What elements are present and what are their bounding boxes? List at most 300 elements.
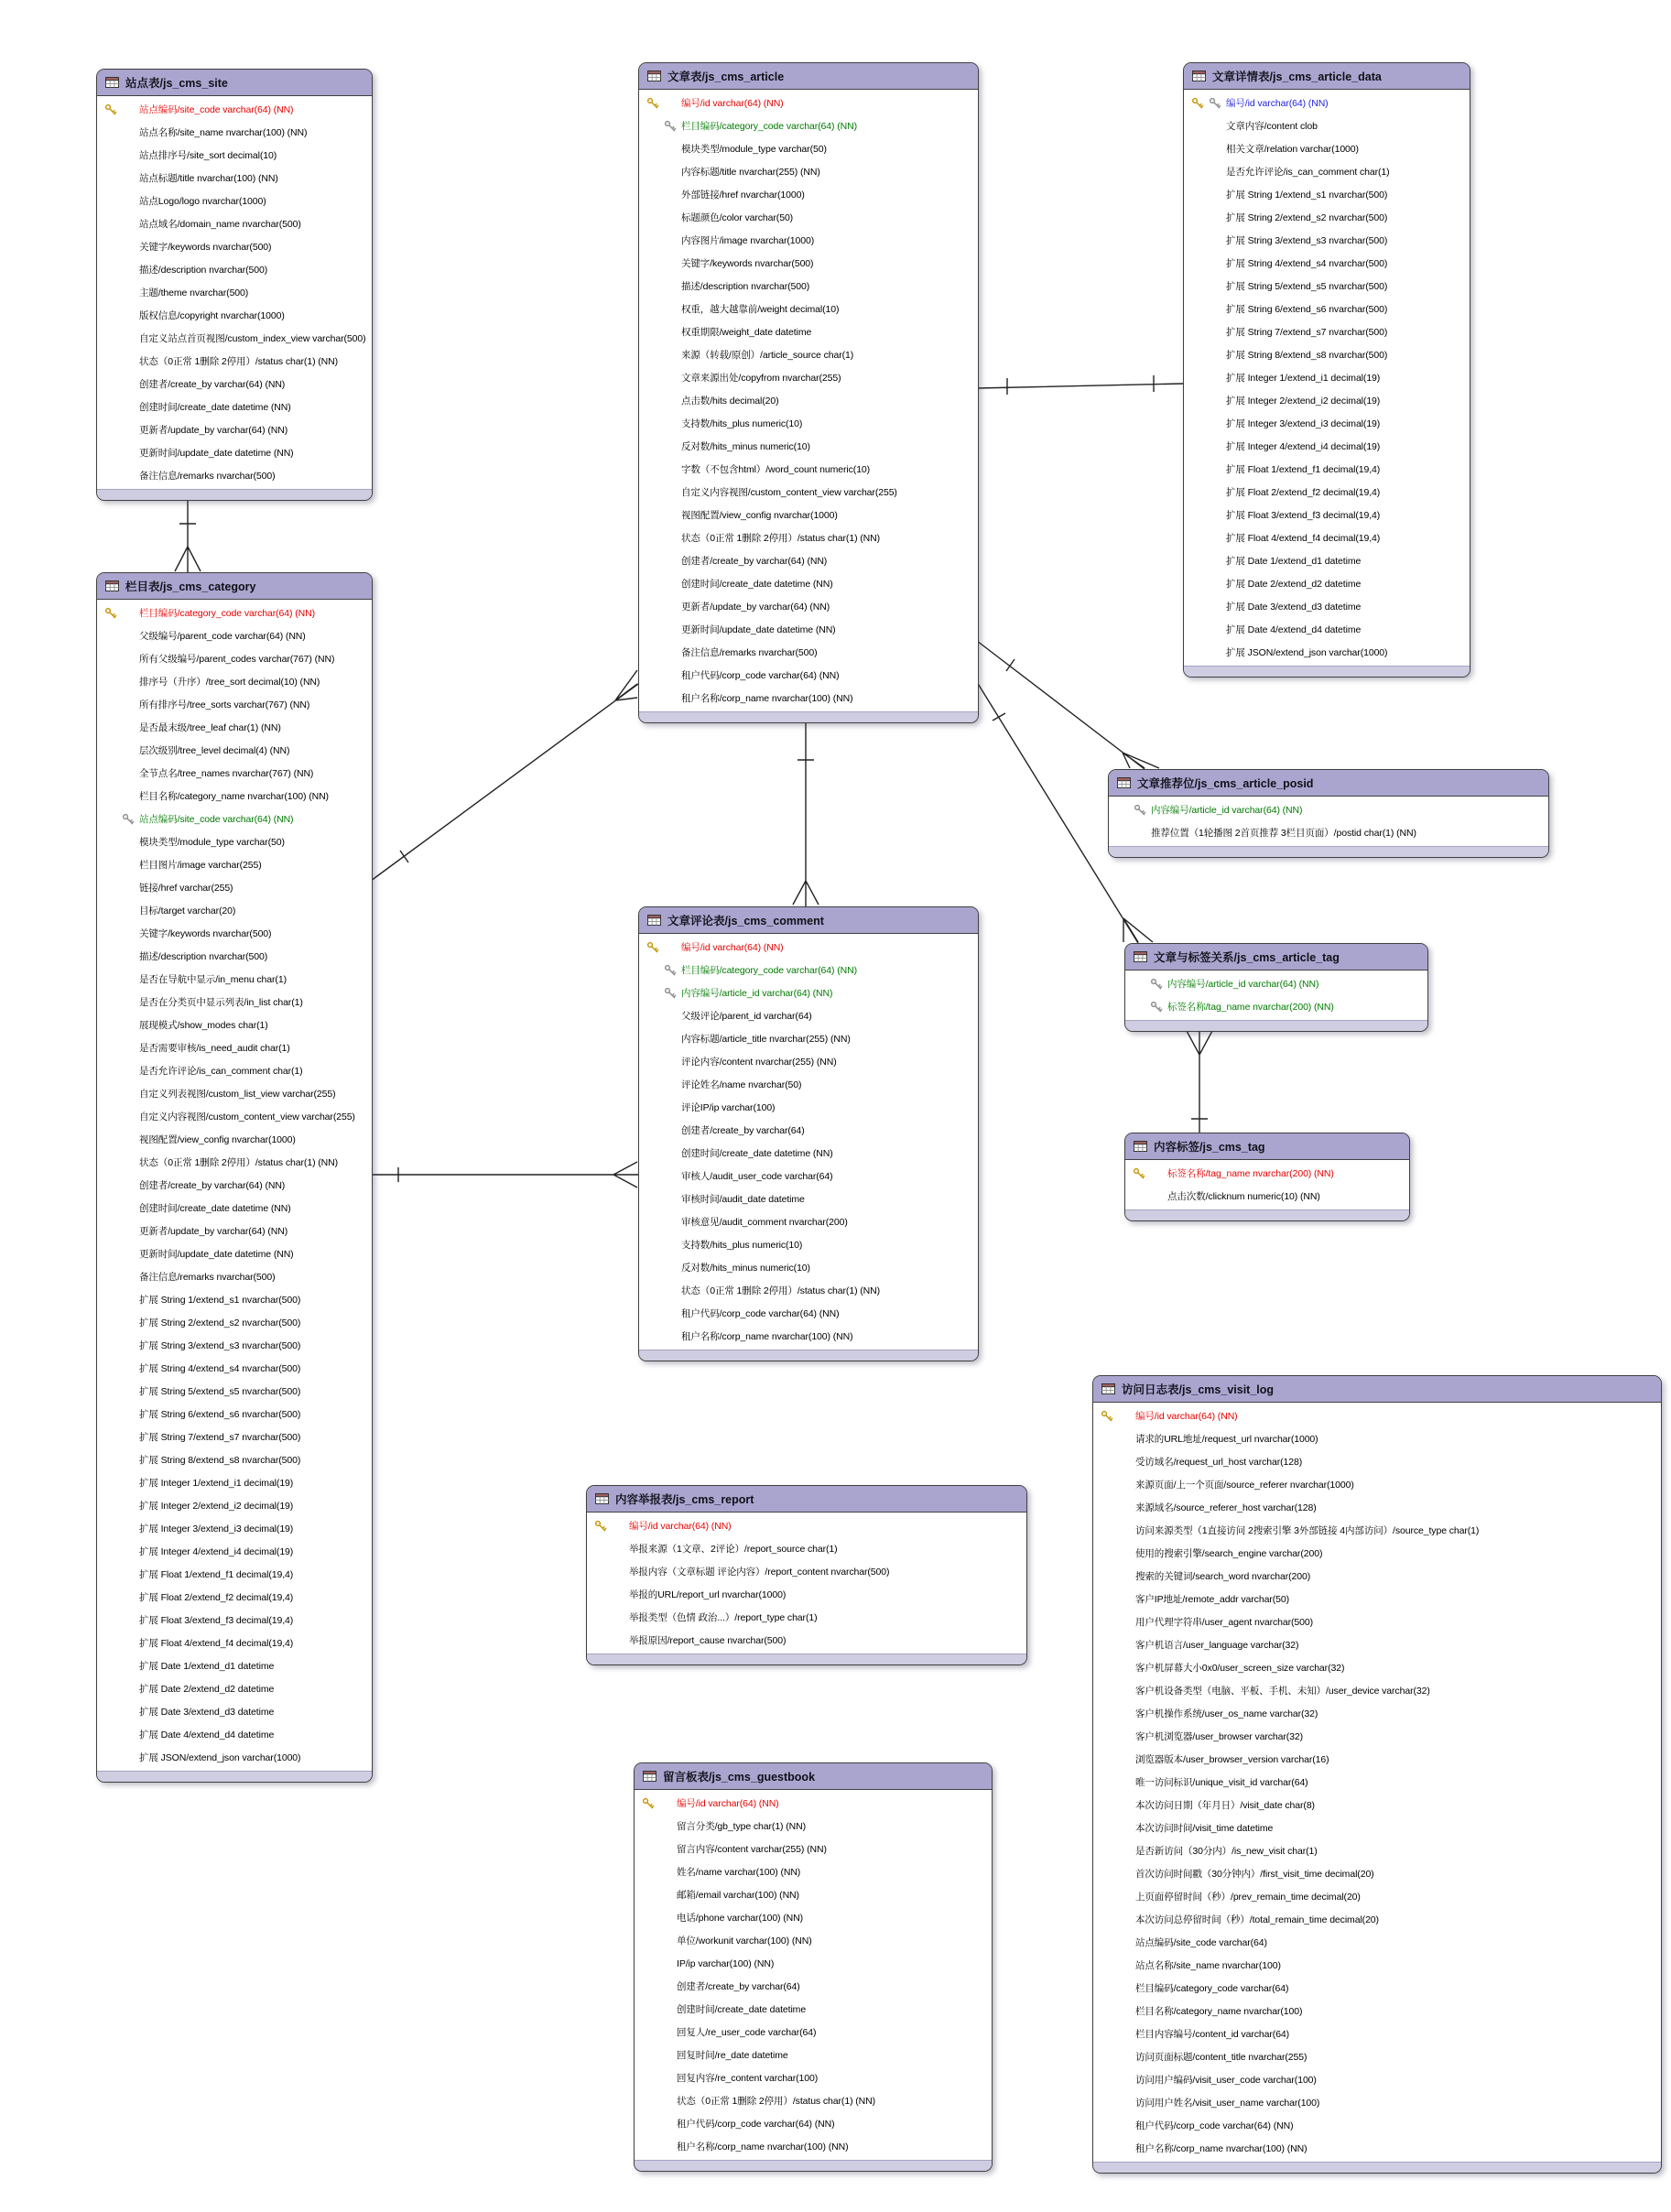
field-row-js_cms_site[interactable] [97,350,372,373]
field-row-js_cms_category[interactable] [97,1242,372,1265]
field-row-js_cms_article_data[interactable] [1184,252,1470,275]
field-label: 扩展 Integer 2/extend_i2 decimal(19) [139,1501,294,1512]
field-row-js_cms_visit_log[interactable] [1093,1885,1661,1908]
table-icon [1134,951,1147,962]
field-row-js_cms_comment[interactable] [639,1302,978,1325]
field-row-js_cms_site[interactable] [97,98,372,121]
field-label: 父级评论/parent_id varchar(64) [681,1011,812,1022]
field-row-js_cms_category[interactable] [97,1128,372,1151]
field-row-js_cms_article[interactable] [639,320,978,343]
field-row-js_cms_category[interactable] [97,991,372,1014]
field-row-js_cms_visit_log[interactable] [1093,2091,1661,2114]
field-label: 来源页面/上一个页面/source_referer nvarchar(1000) [1135,1480,1354,1491]
field-row-js_cms_visit_log[interactable] [1093,1748,1661,1771]
field-label: 标签名称/tag_name nvarchar(200) (NN) [1167,1002,1334,1013]
field-row-js_cms_visit_log[interactable] [1093,1404,1661,1427]
field-row-js_cms_visit_log[interactable] [1093,1450,1661,1473]
field-row-js_cms_visit_log[interactable] [1093,1519,1661,1542]
field-row-js_cms_visit_log[interactable] [1093,2022,1661,2045]
field-row-js_cms_category[interactable] [97,945,372,968]
field-label: 字数（不包含html）/word_count numeric(10) [681,464,871,475]
field-row-js_cms_article[interactable] [639,114,978,137]
field-row-js_cms_category[interactable] [97,1723,372,1746]
field-row-js_cms_article_data[interactable] [1184,229,1470,252]
field-row-js_cms_visit_log[interactable] [1093,2114,1661,2137]
field-row-js_cms_tag[interactable] [1125,1185,1409,1208]
field-row-js_cms_site[interactable] [97,281,372,304]
field-row-js_cms_report[interactable] [587,1629,1026,1652]
field-row-js_cms_category[interactable] [97,853,372,876]
field-row-js_cms_category[interactable] [97,716,372,739]
field-row-js_cms_article_data[interactable] [1184,160,1470,183]
field-row-js_cms_category[interactable] [97,1220,372,1242]
field-row-js_cms_comment[interactable] [639,1142,978,1165]
field-row-js_cms_article[interactable] [639,664,978,687]
field-row-js_cms_article_data[interactable] [1184,183,1470,206]
table-js_cms_report[interactable] [586,1485,1027,1665]
field-row-js_cms_article_posid[interactable] [1109,821,1548,844]
field-label: 扩展 String 8/extend_s8 nvarchar(500) [139,1455,301,1466]
field-row-js_cms_guestbook[interactable] [635,1792,992,1815]
field-row-js_cms_category[interactable] [97,1540,372,1563]
field-row-js_cms_report[interactable] [587,1583,1026,1606]
field-row-js_cms_article_data[interactable] [1184,298,1470,320]
field-row-js_cms_comment[interactable] [639,1279,978,1302]
field-label: 所有父级编号/parent_codes varchar(767) (NN) [139,654,335,665]
primary-key-icon [103,607,119,620]
field-row-js_cms_guestbook[interactable] [635,2044,992,2066]
field-row-js_cms_guestbook[interactable] [635,1838,992,1860]
field-row-js_cms_category[interactable] [97,1380,372,1403]
field-row-js_cms_site[interactable] [97,235,372,258]
table-js_cms_article_posid[interactable] [1108,769,1549,858]
field-row-js_cms_visit_log[interactable] [1093,1427,1661,1450]
field-row-js_cms_category[interactable] [97,1677,372,1700]
table-fields [639,934,978,1350]
field-row-js_cms_article_posid[interactable] [1109,798,1548,821]
table-js_cms_category[interactable] [96,572,373,1783]
field-label: 扩展 Date 3/extend_d3 datetime [139,1707,275,1718]
field-label: 留言内容/content varchar(255) (NN) [677,1844,827,1855]
field-row-js_cms_report[interactable] [587,1606,1026,1629]
field-row-js_cms_comment[interactable] [639,1027,978,1050]
field-row-js_cms_category[interactable] [97,1265,372,1288]
field-row-js_cms_guestbook[interactable] [635,2089,992,2112]
field-row-js_cms_guestbook[interactable] [635,1815,992,1838]
field-label: 姓名/name varchar(100) (NN) [677,1867,801,1878]
field-label: 扩展 Date 4/extend_d4 datetime [139,1729,275,1740]
field-row-js_cms_category[interactable] [97,670,372,693]
table-footer [639,1350,978,1361]
field-row-js_cms_article[interactable] [639,252,978,275]
field-row-js_cms_article[interactable] [639,366,978,389]
field-label: 链接/href varchar(255) [139,883,233,894]
field-row-js_cms_visit_log[interactable] [1093,1656,1661,1679]
field-row-js_cms_category[interactable] [97,1563,372,1586]
field-row-js_cms_visit_log[interactable] [1093,1588,1661,1610]
field-row-js_cms_article_data[interactable] [1184,389,1470,412]
field-row-js_cms_visit_log[interactable] [1093,1862,1661,1885]
field-row-js_cms_category[interactable] [97,739,372,762]
field-row-js_cms_category[interactable] [97,785,372,808]
field-row-js_cms_category[interactable] [97,968,372,991]
field-row-js_cms_article_data[interactable] [1184,618,1470,641]
field-row-js_cms_visit_log[interactable] [1093,1977,1661,2000]
field-row-js_cms_visit_log[interactable] [1093,2137,1661,2160]
field-row-js_cms_site[interactable] [97,121,372,144]
field-row-js_cms_comment[interactable] [639,936,978,959]
field-row-js_cms_article_data[interactable] [1184,114,1470,137]
field-row-js_cms_report[interactable] [587,1514,1026,1537]
table-header-js_cms_article_posid[interactable] [1109,770,1548,797]
field-label: 扩展 Float 3/extend_f3 decimal(19,4) [1226,510,1381,521]
field-row-js_cms_report[interactable] [587,1560,1026,1583]
field-row-js_cms_article[interactable] [639,504,978,526]
field-label: 访问用户姓名/visit_user_name varchar(100) [1135,2098,1320,2109]
field-row-js_cms_comment[interactable] [639,1050,978,1073]
field-label: 是否新访问（30分内）/is_new_visit char(1) [1135,1846,1318,1857]
field-row-js_cms_category[interactable] [97,1471,372,1494]
field-row-js_cms_category[interactable] [97,1448,372,1471]
field-row-js_cms_category[interactable] [97,1700,372,1723]
field-row-js_cms_visit_log[interactable] [1093,1633,1661,1656]
field-row-js_cms_comment[interactable] [639,959,978,981]
field-label: 关键字/keywords nvarchar(500) [139,928,272,939]
field-label: 内容标题/title nvarchar(255) (NN) [681,167,820,178]
field-row-js_cms_article[interactable] [639,183,978,206]
field-row-js_cms_category[interactable] [97,1494,372,1517]
field-row-js_cms_guestbook[interactable] [635,2112,992,2135]
primary-key-icon [645,97,661,110]
field-row-js_cms_article[interactable] [639,549,978,572]
table-js_cms_visit_log[interactable] [1092,1375,1662,2174]
field-row-js_cms_article_data[interactable] [1184,458,1470,481]
table-header-js_cms_comment[interactable] [639,907,978,934]
table-js_cms_article_tag[interactable] [1124,943,1428,1032]
field-row-js_cms_site[interactable] [97,464,372,487]
table-header-js_cms_report[interactable] [587,1486,1026,1513]
field-row-js_cms_article[interactable] [639,641,978,664]
field-label: 评论内容/content nvarchar(255) (NN) [681,1057,837,1068]
field-label: 标签名称/tag_name nvarchar(200) (NN) [1167,1168,1334,1179]
field-row-js_cms_category[interactable] [97,762,372,785]
field-row-js_cms_site[interactable] [97,327,372,350]
field-row-js_cms_guestbook[interactable] [635,1883,992,1906]
field-row-js_cms_visit_log[interactable] [1093,1931,1661,1954]
table-footer [1109,846,1548,857]
field-row-js_cms_site[interactable] [97,441,372,464]
field-label: 扩展 Integer 4/extend_i4 decimal(19) [139,1546,294,1557]
table-header-js_cms_article[interactable] [639,63,978,90]
field-row-js_cms_comment[interactable] [639,1210,978,1233]
field-label: 审核时间/audit_date datetime [681,1194,805,1205]
field-label: 扩展 String 6/extend_s6 nvarchar(500) [139,1409,301,1420]
field-row-js_cms_category[interactable] [97,1517,372,1540]
field-row-js_cms_comment[interactable] [639,1233,978,1256]
field-label: 评论IP/ip varchar(100) [681,1102,776,1113]
field-row-js_cms_article[interactable] [639,343,978,366]
field-row-js_cms_site[interactable] [97,396,372,418]
field-row-js_cms_category[interactable] [97,1174,372,1197]
field-row-js_cms_article[interactable] [639,435,978,458]
field-label: 扩展 String 3/extend_s3 nvarchar(500) [139,1340,301,1351]
field-label: 客户IP地址/remote_addr varchar(50) [1135,1594,1289,1605]
field-row-js_cms_article_data[interactable] [1184,641,1470,664]
field-row-js_cms_visit_log[interactable] [1093,1496,1661,1519]
field-row-js_cms_comment[interactable] [639,981,978,1004]
table-js_cms_comment[interactable] [638,906,979,1361]
field-label: 栏目名称/category_name nvarchar(100) (NN) [139,791,329,802]
field-label: 用户代理字符串/user_agent nvarchar(500) [1135,1617,1314,1628]
field-row-js_cms_visit_log[interactable] [1093,1954,1661,1977]
field-label: 编号/id varchar(64) (NN) [681,98,784,109]
field-label: 状态（0正常 1删除 2停用）/status char(1) (NN) [139,1157,339,1168]
field-row-js_cms_article_tag[interactable] [1125,995,1427,1018]
table-js_cms_tag[interactable] [1124,1133,1410,1221]
field-label: 更新时间/update_date datetime (NN) [681,624,836,635]
field-label: 内容标题/article_title nvarchar(255) (NN) [681,1034,851,1045]
field-label: 编号/id varchar(64) (NN) [629,1521,732,1532]
field-row-js_cms_article[interactable] [639,206,978,229]
table-js_cms_guestbook[interactable] [634,1762,993,2172]
field-label: 扩展 Integer 3/extend_i3 decimal(19) [1226,418,1381,429]
field-label: 客户机语言/user_language varchar(32) [1135,1640,1299,1651]
field-label: 外部链接/href nvarchar(1000) [681,190,805,201]
field-row-js_cms_article_data[interactable] [1184,481,1470,504]
field-label: 扩展 Float 4/extend_f4 decimal(19,4) [139,1638,294,1649]
field-row-js_cms_article[interactable] [639,687,978,710]
field-label: 站点标题/title nvarchar(100) (NN) [139,173,278,184]
field-label: 栏目编码/category_code varchar(64) [1135,1983,1289,1994]
field-row-js_cms_visit_log[interactable] [1093,1473,1661,1496]
table-js_cms_article_data[interactable] [1183,62,1470,678]
table-header-js_cms_site[interactable] [97,70,372,96]
table-header-js_cms_category[interactable] [97,573,372,600]
field-label: 内容编号/article_id varchar(64) (NN) [681,988,833,999]
field-row-js_cms_site[interactable] [97,167,372,190]
field-row-js_cms_guestbook[interactable] [635,1952,992,1975]
field-row-js_cms_category[interactable] [97,1059,372,1082]
field-row-js_cms_article_data[interactable] [1184,137,1470,160]
field-row-js_cms_article[interactable] [639,572,978,595]
field-row-js_cms_guestbook[interactable] [635,2135,992,2158]
field-row-js_cms_article[interactable] [639,458,978,481]
table-js_cms_article[interactable] [638,62,979,723]
field-row-js_cms_article[interactable] [639,160,978,183]
field-row-js_cms_article_data[interactable] [1184,320,1470,343]
field-row-js_cms_article_data[interactable] [1184,275,1470,298]
field-label: 扩展 Integer 1/extend_i1 decimal(19) [139,1478,294,1489]
field-label: 备注信息/remarks nvarchar(500) [139,471,276,482]
field-label: 创建时间/create_date datetime [677,2004,807,2015]
field-row-js_cms_article_data[interactable] [1184,435,1470,458]
field-row-js_cms_article[interactable] [639,618,978,641]
field-row-js_cms_site[interactable] [97,304,372,327]
field-row-js_cms_guestbook[interactable] [635,1906,992,1929]
field-label: 自定义列表视图/custom_list_view varchar(255) [139,1089,336,1100]
field-row-js_cms_site[interactable] [97,373,372,396]
field-row-js_cms_category[interactable] [97,1288,372,1311]
field-row-js_cms_site[interactable] [97,212,372,235]
field-label: 使用的搜索引擎/search_engine varchar(200) [1135,1548,1323,1559]
table-title: 文章推荐位/js_cms_article_posid [1137,777,1314,790]
table-header-js_cms_guestbook[interactable] [635,1763,992,1790]
field-row-js_cms_category[interactable] [97,1105,372,1128]
field-row-js_cms_category[interactable] [97,1426,372,1448]
field-row-js_cms_comment[interactable] [639,1256,978,1279]
table-icon [105,77,119,88]
field-label: 扩展 Integer 4/extend_i4 decimal(19) [1226,441,1381,452]
field-row-js_cms_visit_log[interactable] [1093,1679,1661,1702]
field-row-js_cms_article[interactable] [639,526,978,549]
field-row-js_cms_article_data[interactable] [1184,206,1470,229]
field-label: 创建时间/create_date datetime (NN) [681,1148,833,1159]
field-row-js_cms_comment[interactable] [639,1004,978,1027]
table-header-js_cms_article_data[interactable] [1184,63,1470,90]
field-row-js_cms_article_data[interactable] [1184,504,1470,526]
field-row-js_cms_article_data[interactable] [1184,595,1470,618]
field-row-js_cms_guestbook[interactable] [635,2066,992,2089]
field-row-js_cms_report[interactable] [587,1537,1026,1560]
field-row-js_cms_category[interactable] [97,1746,372,1769]
field-row-js_cms_article[interactable] [639,229,978,252]
field-row-js_cms_article_data[interactable] [1184,526,1470,549]
field-row-js_cms_category[interactable] [97,1082,372,1105]
field-row-js_cms_guestbook[interactable] [635,1975,992,1998]
field-row-js_cms_comment[interactable] [639,1187,978,1210]
field-row-js_cms_category[interactable] [97,876,372,899]
field-row-js_cms_article_data[interactable] [1184,572,1470,595]
field-row-js_cms_category[interactable] [97,830,372,853]
field-row-js_cms_guestbook[interactable] [635,1860,992,1883]
field-row-js_cms_article[interactable] [639,412,978,435]
field-row-js_cms_comment[interactable] [639,1165,978,1187]
field-row-js_cms_article_tag[interactable] [1125,972,1427,995]
field-row-js_cms_article[interactable] [639,92,978,114]
field-label: 栏目编码/category_code varchar(64) (NN) [139,608,315,619]
field-row-js_cms_article[interactable] [639,389,978,412]
field-row-js_cms_category[interactable] [97,899,372,922]
field-row-js_cms_guestbook[interactable] [635,1998,992,2021]
field-row-js_cms_article_data[interactable] [1184,549,1470,572]
table-header-js_cms_visit_log[interactable] [1093,1376,1661,1403]
field-label: 租户名称/corp_name nvarchar(100) (NN) [681,693,853,704]
table-header-js_cms_tag[interactable] [1125,1133,1409,1160]
field-label: 自定义内容视图/custom_content_view varchar(255) [139,1111,355,1122]
field-row-js_cms_category[interactable] [97,1197,372,1220]
field-row-js_cms_comment[interactable] [639,1073,978,1096]
table-fields [1093,1403,1661,2162]
field-label: 租户代码/corp_code varchar(64) (NN) [677,2119,835,2130]
field-row-js_cms_category[interactable] [97,1357,372,1380]
field-label: 备注信息/remarks nvarchar(500) [139,1272,276,1283]
field-label: 扩展 String 8/extend_s8 nvarchar(500) [1226,350,1388,361]
field-row-js_cms_article_data[interactable] [1184,92,1470,114]
field-row-js_cms_visit_log[interactable] [1093,1702,1661,1725]
field-label: 点击次数/clicknum numeric(10) (NN) [1167,1191,1320,1202]
field-row-js_cms_category[interactable] [97,1151,372,1174]
field-row-js_cms_guestbook[interactable] [635,2021,992,2044]
field-row-js_cms_site[interactable] [97,144,372,167]
field-row-js_cms_category[interactable] [97,624,372,647]
field-row-js_cms_article[interactable] [639,137,978,160]
field-label: 父级编号/parent_code varchar(64) (NN) [139,631,306,642]
field-row-js_cms_category[interactable] [97,647,372,670]
field-row-js_cms_visit_log[interactable] [1093,2068,1661,2091]
field-row-js_cms_category[interactable] [97,1014,372,1036]
field-row-js_cms_visit_log[interactable] [1093,1542,1661,1565]
field-row-js_cms_category[interactable] [97,808,372,830]
table-icon [647,70,661,81]
table-js_cms_site[interactable] [96,69,373,501]
field-label: 搜索的关键词/search_word nvarchar(200) [1135,1571,1311,1582]
field-row-js_cms_comment[interactable] [639,1119,978,1142]
field-label: 扩展 Float 1/extend_f1 decimal(19,4) [139,1569,294,1580]
field-label: 站点名称/site_name nvarchar(100) (NN) [139,127,308,138]
field-row-js_cms_visit_log[interactable] [1093,1816,1661,1839]
field-row-js_cms_site[interactable] [97,418,372,441]
foreign-key-icon [661,120,679,133]
field-row-js_cms_comment[interactable] [639,1325,978,1348]
field-row-js_cms_category[interactable] [97,1311,372,1334]
table-footer [97,489,372,500]
field-row-js_cms_site[interactable] [97,190,372,212]
field-label: 留言分类/gb_type char(1) (NN) [677,1821,807,1832]
field-row-js_cms_guestbook[interactable] [635,1929,992,1952]
field-row-js_cms_article_data[interactable] [1184,343,1470,366]
field-row-js_cms_category[interactable] [97,1632,372,1654]
field-row-js_cms_category[interactable] [97,693,372,716]
field-row-js_cms_category[interactable] [97,1586,372,1609]
field-row-js_cms_article[interactable] [639,481,978,504]
field-row-js_cms_article[interactable] [639,298,978,320]
field-label: 支持数/hits_plus numeric(10) [681,1240,803,1251]
field-row-js_cms_article[interactable] [639,275,978,298]
field-row-js_cms_comment[interactable] [639,1096,978,1119]
field-row-js_cms_site[interactable] [97,258,372,281]
table-title: 站点表/js_cms_site [125,77,228,90]
field-label: 状态（0正常 1删除 2停用）/status char(1) (NN) [677,2096,876,2107]
field-row-js_cms_category[interactable] [97,1334,372,1357]
field-row-js_cms_category[interactable] [97,1036,372,1059]
field-row-js_cms_category[interactable] [97,1654,372,1677]
field-row-js_cms_article_data[interactable] [1184,366,1470,389]
field-row-js_cms_visit_log[interactable] [1093,2045,1661,2068]
field-label: 扩展 Float 2/extend_f2 decimal(19,4) [139,1592,294,1603]
field-row-js_cms_tag[interactable] [1125,1162,1409,1185]
field-row-js_cms_category[interactable] [97,602,372,624]
field-label: 客户机浏览器/user_browser varchar(32) [1135,1731,1304,1742]
field-row-js_cms_category[interactable] [97,922,372,945]
table-icon [647,915,661,926]
field-row-js_cms_article[interactable] [639,595,978,618]
table-header-js_cms_article_tag[interactable] [1125,944,1427,970]
field-row-js_cms_visit_log[interactable] [1093,1771,1661,1794]
field-label: 创建者/create_by varchar(64) [681,1125,805,1136]
field-row-js_cms_article_data[interactable] [1184,412,1470,435]
field-row-js_cms_visit_log[interactable] [1093,1794,1661,1816]
field-row-js_cms_visit_log[interactable] [1093,1839,1661,1862]
field-row-js_cms_category[interactable] [97,1403,372,1426]
field-row-js_cms_visit_log[interactable] [1093,1565,1661,1588]
field-row-js_cms_visit_log[interactable] [1093,1908,1661,1931]
field-label: 举报来源（1文章、2评论）/report_source char(1) [629,1544,838,1555]
field-row-js_cms_visit_log[interactable] [1093,2000,1661,2022]
field-row-js_cms_visit_log[interactable] [1093,1610,1661,1633]
field-row-js_cms_visit_log[interactable] [1093,1725,1661,1748]
field-row-js_cms_category[interactable] [97,1609,372,1632]
field-label: 访问页面标题/content_title nvarchar(255) [1135,2052,1308,2063]
